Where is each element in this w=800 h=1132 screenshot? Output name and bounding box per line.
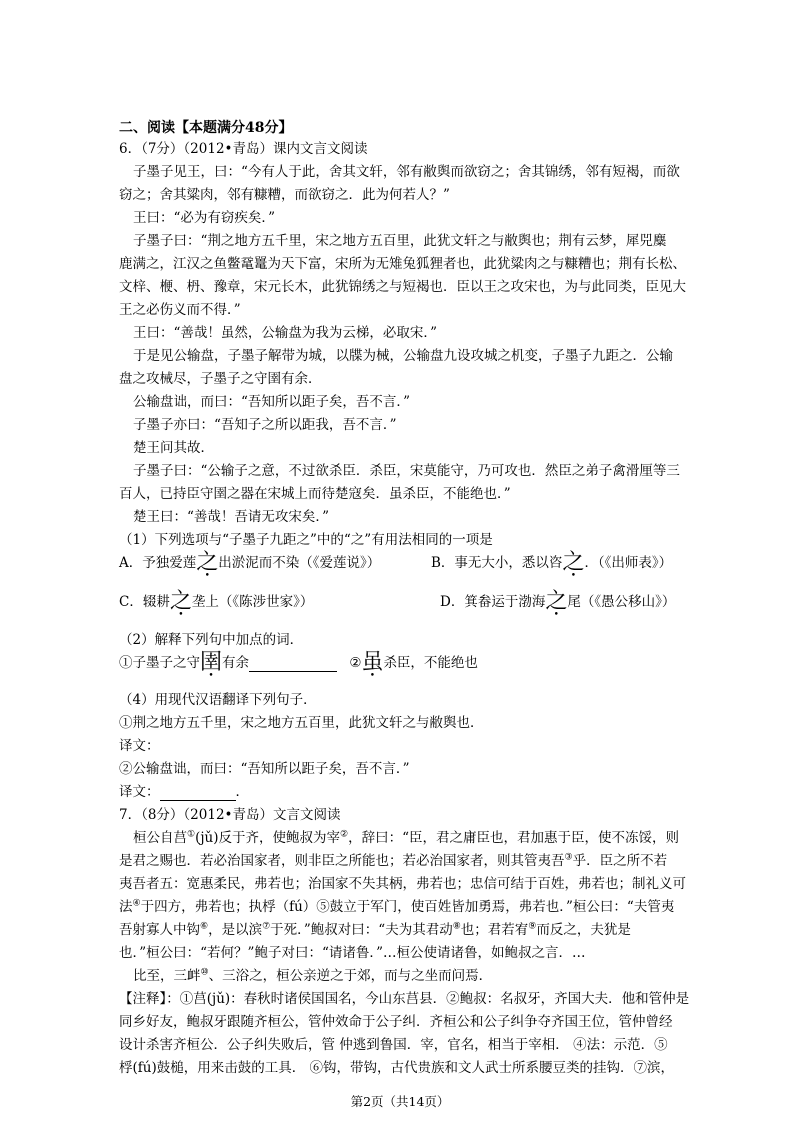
option-d-pre: D．箕畚运于渤海 xyxy=(440,594,546,610)
passage-line: 公输盘诎，而曰：“吾知所以距子矣，吾不言．” xyxy=(133,394,411,410)
passage-line: 王曰：“必为有窃疾矣．” xyxy=(133,210,276,226)
sub4-question: （4）用现代汉语翻译下列句子． xyxy=(119,692,317,708)
answer-blank[interactable] xyxy=(249,657,337,672)
passage-line: 百人，已持臣守圉之器在宋城上而待楚寇矣．虽杀臣，不能绝也．” xyxy=(119,486,511,502)
passage-line: 子墨子亦曰：“吾知子之所以距我，吾不言．” xyxy=(133,417,397,433)
passage-line: 吾射寡人中钩⑥，是以滨⑦于死．”鲍叔对曰：“夫为其君动⑧也；君若宥⑨而反之，夫犹是 xyxy=(119,921,631,938)
page-footer: 第2页（共14页） xyxy=(350,1094,450,1109)
passage-line: 子墨子见王，曰：“今有人于此，舍其文轩，邻有敝舆而欲窃之；舍其锦绣，邻有短褐，而欲 xyxy=(133,164,680,180)
option-c-post: 垄上（《陈涉世家》） xyxy=(191,594,314,610)
passage-line: 桓公自莒①(jǔ)反于齐，使鲍叔为宰②，辞曰：“臣，君之庸臣也，君加惠于臣，使不冻馁，则 xyxy=(133,829,679,846)
passage-line: 文梓、楩、枬、豫章，宋元长木，此犹锦绣之与短褐也．臣以王之攻宋也，为与此同类，臣见大 xyxy=(119,279,686,295)
passage-line: 楚王问其故． xyxy=(133,440,214,456)
passage-line: 子墨子曰：“荆之地方五千里，宋之地方五百里，此犹文轩之与敝舆也；荆有云梦，犀兕麋 xyxy=(133,233,667,249)
translation-label: 译文： xyxy=(119,784,160,800)
dotted-char: 之 xyxy=(196,550,219,575)
option-b-post: ．（《出师表》） xyxy=(584,555,673,571)
dotted-char: 之 xyxy=(169,589,192,614)
option-c[interactable] xyxy=(119,589,314,614)
option-a[interactable] xyxy=(119,550,381,575)
q6-header: 6．（7分）（2012•青岛）课内文言文阅读 xyxy=(119,141,368,157)
passage-line: 楚王曰：“善哉！吾请无攻宋矣．” xyxy=(133,509,330,525)
passage-line: 鹿满之，江汉之鱼鳖鼋鼍为天下富，宋所为无雉兔狐狸者也，此犹粱肉之与糠糟也；荆有长松、 xyxy=(119,256,686,272)
sub2-item2-post: 杀臣，不能绝也 xyxy=(383,655,478,671)
sub4-sentence2: ②公输盘诎，而曰：“吾知所以距子矣，吾不言．” xyxy=(119,761,410,777)
annotation-line: 同乡好友，鲍叔牙跟随齐桓公，管仲效命于公子纠．齐桓公和公子纠争夺齐国王位，管仲曾经 xyxy=(119,1014,673,1030)
sub2-item2-pre: ② xyxy=(349,655,362,671)
q7-header: 7．（8分）（2012•青岛）文言文阅读 xyxy=(119,807,341,823)
sub2-item1-pre: ①子墨子之守 xyxy=(119,655,200,671)
option-b-pre: B．事无大小，悉以咨 xyxy=(431,555,563,571)
sub1-question: （1）下列选项与“子墨子九距之”中的“之”有用法相同的一项是 xyxy=(119,532,493,548)
passage-line: 盘之攻械尽，子墨子之守圉有余． xyxy=(119,371,322,387)
sub2-question: （2）解释下列句中加点的词． xyxy=(119,632,304,648)
option-c-pre: C．辍耕 xyxy=(119,594,170,610)
passage-line: 是君之赐也．若必治国家者，则非臣之所能也；若必治国家者，则其管夷吾③乎．臣之所不若 xyxy=(119,852,668,869)
dotted-char: 圉 xyxy=(200,650,223,675)
dotted-char: 虽 xyxy=(361,650,384,675)
section-heading: 二、阅读【本题满分48分】 xyxy=(119,120,293,136)
sub4-sentence1: ①荆之地方五千里，宋之地方五百里，此犹文轩之与敝舆也． xyxy=(119,715,484,731)
option-a-pre: A．予独爱莲 xyxy=(119,555,197,571)
annotation-line: 【注释】：①莒(jǔ)：春秋时诸侯国国名，今山东莒县．②鲍叔：名叔牙，齐国大夫．他和管仲是 xyxy=(119,991,690,1007)
passage-line: 王之必伤义而不得．” xyxy=(119,302,241,318)
passage-line: 比至，三衅⑩、三浴之，桓公亲逆之于郊，而与之坐而问焉． xyxy=(133,967,493,984)
passage-line: 夷吾者五：宽惠柔民，弗若也；治国家不失其柄，弗若也；忠信可结于百姓，弗若也；制礼义可 xyxy=(119,876,686,892)
option-b[interactable] xyxy=(431,550,673,575)
option-d[interactable] xyxy=(440,589,676,614)
annotation-line: 设计杀害齐桓公．公子纠失败后，管 仲逃到鲁国．宰，官名，相当于宰相． ④法：示范．⑤ xyxy=(119,1037,668,1053)
dotted-char: 之 xyxy=(562,550,585,575)
passage-line: 王曰：“善哉！虽然，公输盘为我为云梯，必取宋．” xyxy=(133,325,438,341)
passage-line: 窃之；舍其粱肉，邻有糠糟，而欲窃之．此为何若人？” xyxy=(119,187,450,203)
annotation-line: 桴(fú)鼓槌，用来击鼓的工具． ⑥钩，带钩，古代贵族和文人武士所系腰豆类的挂钩．⑦滨， xyxy=(119,1060,675,1076)
passage-line: 于是见公输盘，子墨子解带为城，以牒为械，公输盘九设攻城之机变，子墨子九距之．公输 xyxy=(133,348,673,364)
passage-line: 子墨子曰：“公输子之意，不过欲杀臣．杀臣，宋莫能守，乃可攻也．然臣之弟子禽滑厘等三 xyxy=(133,463,680,479)
passage-line: 法④于四方，弗若也；执桴（fú）⑤鼓立于军门，使百姓皆加勇焉，弗若也．”桓公曰：“夫管夷 xyxy=(119,898,675,915)
option-a-post: 出淤泥而不染（《爱莲说》） xyxy=(218,555,381,571)
passage-line: 也．”桓公曰：“若何？”鲍子对曰：“请诸鲁．”…桓公使请诸鲁，如鲍叔之言．… xyxy=(119,945,586,961)
sub2-item1-post: 有余 xyxy=(222,655,250,671)
answer-blank[interactable] xyxy=(160,786,236,801)
dotted-char: 之 xyxy=(545,589,568,614)
translation-line: 译文： ． xyxy=(119,784,249,800)
translation-label: 译文： xyxy=(119,738,160,754)
option-d-post: 尾（《愚公移山》） xyxy=(567,594,676,610)
sub2-items xyxy=(119,650,478,675)
